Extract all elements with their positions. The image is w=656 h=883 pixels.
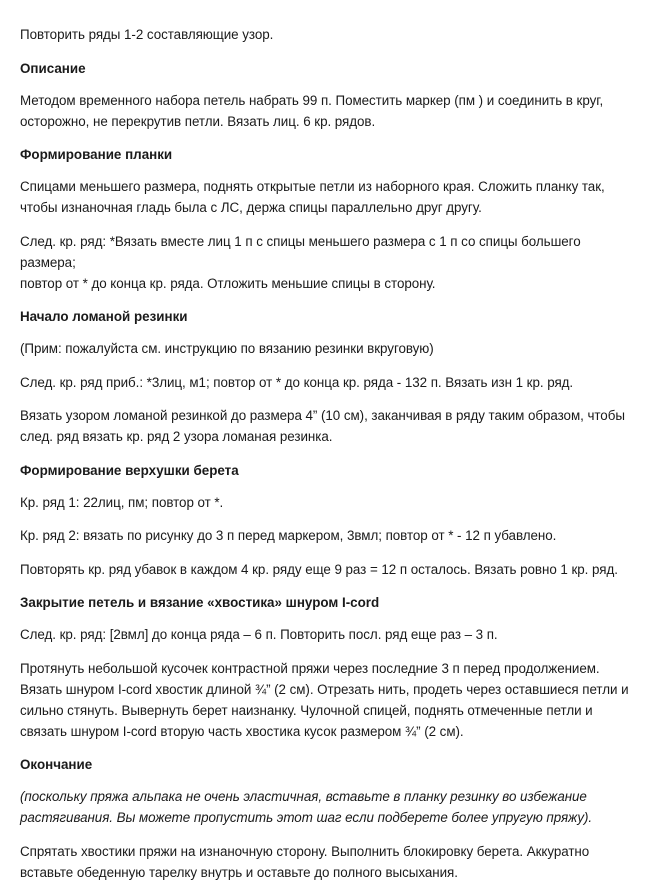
paragraph-rib-length: Вязать узором ломаной резинкой до размера 4” (10 см), заканчивая в ряду таким образом, чтобы след. ряд вязать кр. ряд 2 узора ломаная резинка.: [20, 408, 625, 444]
heading-crown: Формирование верхушки берета: [20, 462, 239, 478]
paragraph-decrease-repeat: Повторять кр. ряд убавок в каждом 4 кр. ряду еще 9 раз = 12 п осталось. Вязать ровно 1 кр. ряд.: [20, 561, 618, 577]
heading-bind-off: Закрытие петель и вязание «хвостика» шнуром I-cord: [20, 595, 380, 610]
heading-description: Описание: [20, 60, 86, 76]
heading-band: Формирование планки: [20, 147, 173, 162]
paragraph-band-join: След. кр. ряд: *Вязать вместе лиц 1 п с спицы меньшего размера с 1 п со спицы большего размера; повтор от * до конца кр. ряда. Отложить меньшие спицы в сторону.: [20, 233, 581, 291]
paragraph-pattern-repeat: Повторить ряды 1-2 составляющие узор.: [20, 27, 274, 42]
paragraph-bind-off-row: След. кр. ряд: [2вмл] до конца ряда – 6 п. Повторить посл. ряд еще раз – 3 п.: [20, 627, 498, 642]
paragraph-round-1: Кр. ряд 1: 22лиц, пм; повтор от *.: [20, 494, 224, 510]
heading-finishing: Окончание: [20, 757, 93, 772]
paragraph-increase-row: След. кр. ряд приб.: *3лиц, м1; повтор от * до конца кр. ряда - 132 п. Вязать изн 1 кр. ряд.: [20, 374, 574, 390]
paragraph-note: (Прим: пожалуйста см. инструкцию по вязанию резинки вкруговую): [20, 341, 434, 356]
paragraph-elastic-note: (поскольку пряжа альпака не очень эластичная, вставьте в планку резинку во избежание растягивания. Вы можете пропустить этот шаг если подберете более упругую пряжу).: [20, 789, 593, 825]
heading-broken-rib: Начало ломаной резинки: [20, 309, 188, 324]
paragraph-icord: Протянуть небольшой кусочек контрастной пряжи через последние 3 п перед продолжением. Вязать шнуром I-cord хвостик длиной ¾” (2 см). Отрезать нить, продеть через оставшиеся петли и сильно стянуть. Вывернуть берет наизнанку. Чулочной спицей, поднять отмеченные петли и связать шнуром I-cord вторую часть хвостика кусок размером ¾” (2 см).: [20, 660, 629, 739]
paragraph-round-2: Кр. ряд 2: вязать по рисунку до 3 п перед маркером, 3вмл; повтор от * - 12 п убавлено.: [20, 528, 557, 543]
paragraph-blocking: Спрятать хвостики пряжи на изнаночную сторону. Выполнить блокировку берета. Аккуратно вставьте обеденную тарелку внутрь и оставьте до полного высыхания.: [20, 843, 590, 880]
paragraph-cast-on: Методом временного набора петель набрать 99 п. Поместить маркер (пм ) и соединить в круг, осторожно, не перекрутив петли. Вязать лиц. 6 кр. рядов.: [20, 92, 604, 129]
paragraph-band-pickup: Спицами меньшего размера, поднять открытые петли из наборного края. Сложить планку так, чтобы изнаночная гладь была с ЛС, держа спицы параллельно друг другу.: [20, 179, 605, 215]
